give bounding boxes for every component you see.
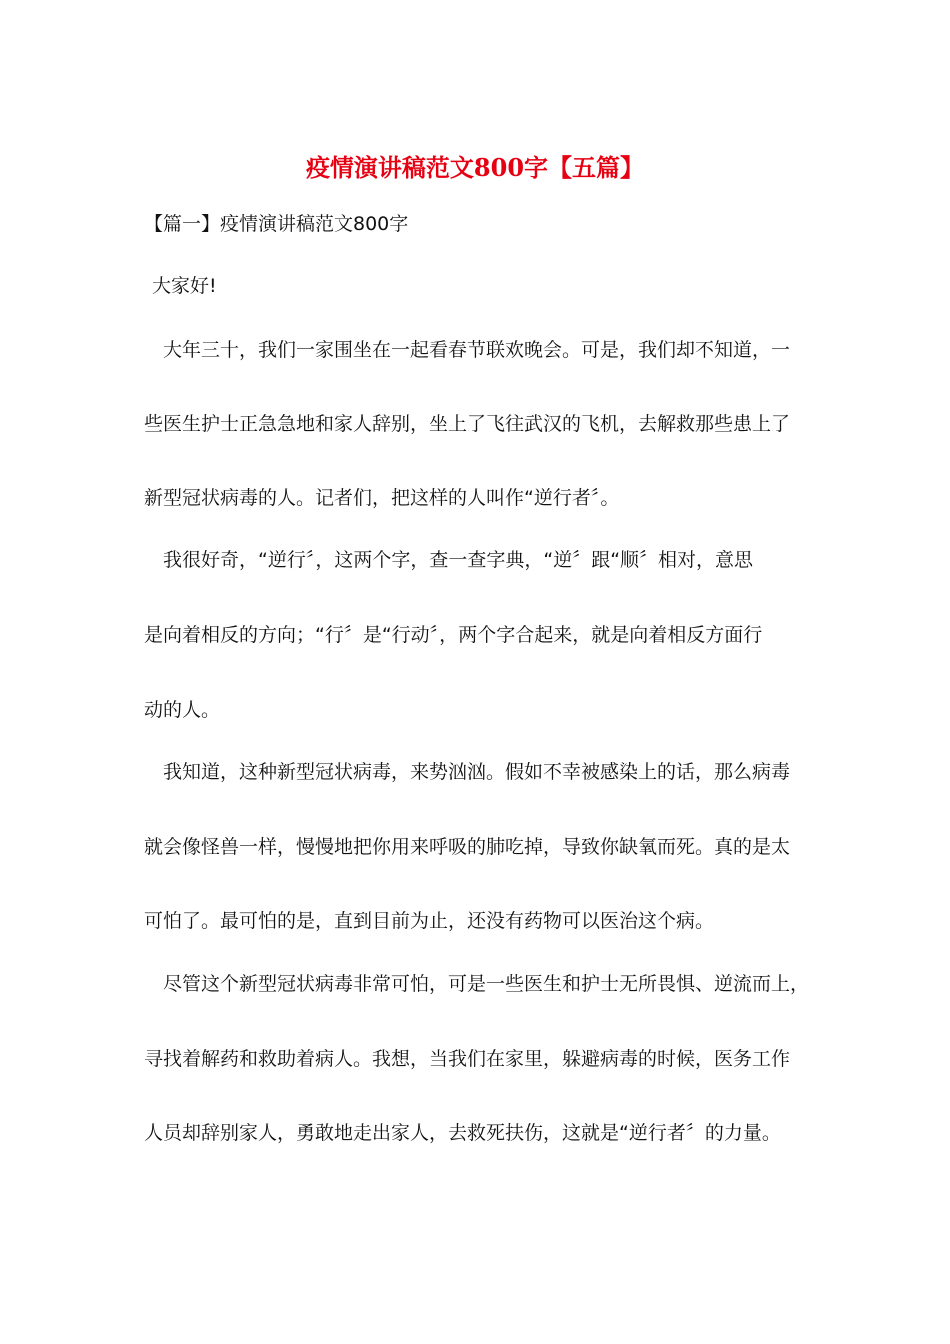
- paragraph-line: 尽管这个新型冠状病毒非常可怕，可是一些医生和护士无所畏惧、逆流而上，: [163, 973, 810, 995]
- paragraph-line: 新型冠状病毒的人。记者们，把这样的人叫作“逆行者〞。: [144, 487, 620, 509]
- document-title: 疫情演讲稿范文800字【五篇】: [305, 153, 645, 182]
- paragraph-line: 是向着相反的方向；“行〞是“行动〞，两个字合起来，就是向着相反方面行: [144, 624, 763, 646]
- greeting-text: 大家好!: [152, 275, 217, 297]
- paragraph-line: 可怕了。最可怕的是，直到目前为止，还没有药物可以医治这个病。: [144, 910, 715, 932]
- paragraph-line: 就会像怪兽一样，慢慢地把你用来呼吸的肺吃掉，导致你缺氧而死。真的是太: [144, 836, 791, 858]
- paragraph-line: 动的人。: [144, 699, 221, 721]
- paragraph-line: 我知道，这种新型冠状病毒，来势汹汹。假如不幸被感染上的话，那么病毒: [163, 761, 791, 783]
- paragraph-line: 寻找着解药和救助着病人。我想，当我们在家里，躲避病毒的时候，医务工作: [144, 1048, 791, 1070]
- paragraph-line: 大年三十，我们一家围坐在一起看春节联欢晚会。可是，我们却不知道，一: [163, 339, 791, 361]
- paragraph-line: 人员却辞别家人，勇敢地走出家人，去救死扶伤，这就是“逆行者〞的力量。: [144, 1122, 781, 1144]
- paragraph-line: 我很好奇，“逆行〞，这两个字，查一查字典，“逆〞跟“顺〞相对，意思: [163, 549, 754, 571]
- section-heading: 【篇一】疫情演讲稿范文800字: [144, 213, 409, 235]
- paragraph-line: 些医生护士正急急地和家人辞别，坐上了飞往武汉的飞机，去解救那些患上了: [144, 413, 791, 435]
